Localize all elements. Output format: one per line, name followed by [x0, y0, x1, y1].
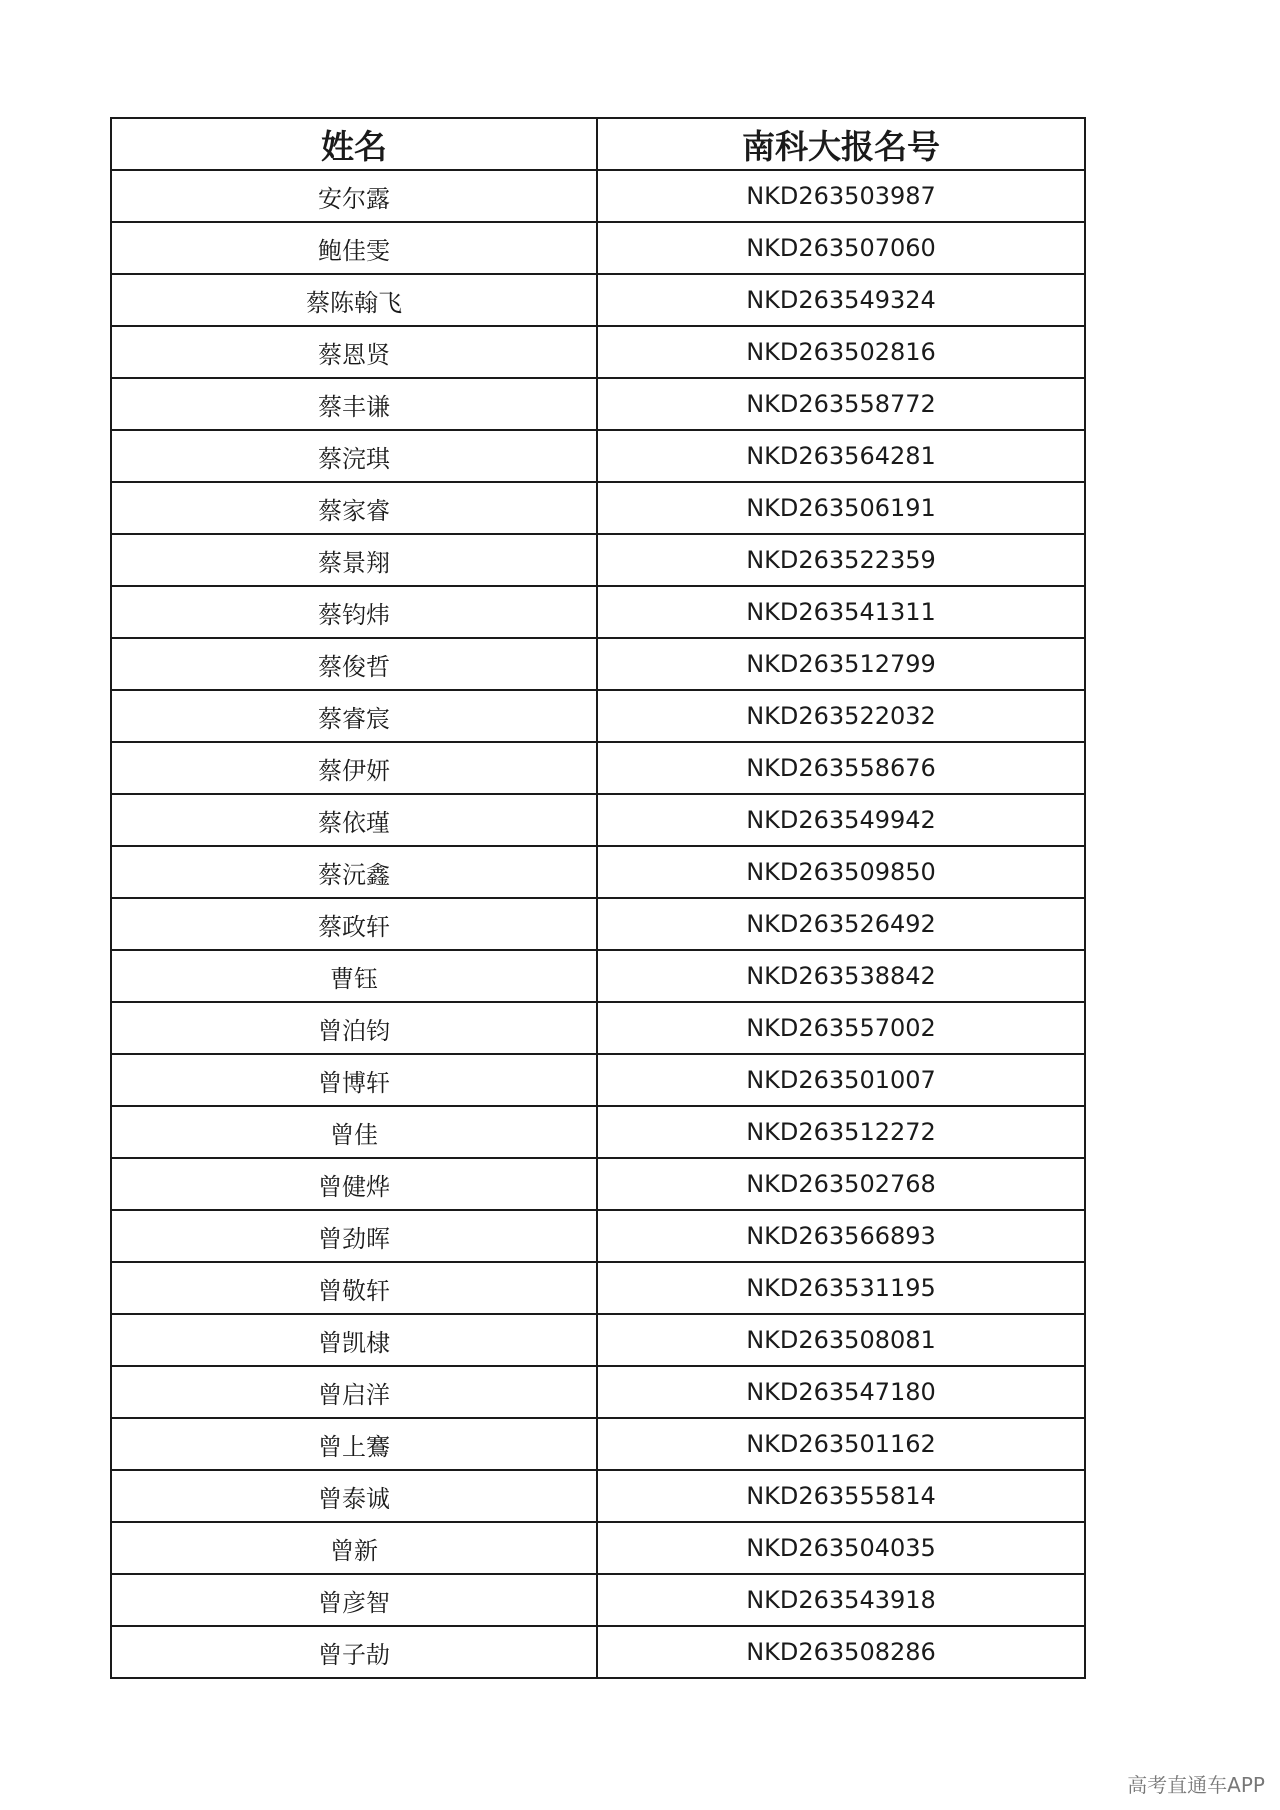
cell-name: 蔡政轩	[111, 898, 597, 950]
table-row	[111, 794, 1085, 846]
cell-registration-number: NKD263549942	[597, 794, 1085, 846]
cell-name: 蔡钧炜	[111, 586, 597, 638]
cell-registration-number: NKD263502768	[597, 1158, 1085, 1210]
header-registration-number: 南科大报名号	[597, 118, 1085, 170]
table-row	[111, 1210, 1085, 1262]
cell-registration-number: NKD263508081	[597, 1314, 1085, 1366]
cell-registration-number: NKD263558772	[597, 378, 1085, 430]
cell-name: 曾泊钧	[111, 1002, 597, 1054]
cell-registration-number: NKD263522032	[597, 690, 1085, 742]
table-row	[111, 1418, 1085, 1470]
cell-name: 曾新	[111, 1522, 597, 1574]
cell-name: 曾上鶱	[111, 1418, 597, 1470]
cell-name: 蔡沅鑫	[111, 846, 597, 898]
cell-registration-number: NKD263512272	[597, 1106, 1085, 1158]
cell-name: 蔡伊妍	[111, 742, 597, 794]
header-row	[111, 118, 1085, 170]
table-row	[111, 1574, 1085, 1626]
table-row	[111, 586, 1085, 638]
cell-registration-number: NKD263543918	[597, 1574, 1085, 1626]
table-row	[111, 378, 1085, 430]
table-row	[111, 1002, 1085, 1054]
cell-registration-number: NKD263547180	[597, 1366, 1085, 1418]
cell-name: 安尔露	[111, 170, 597, 222]
table-row	[111, 846, 1085, 898]
table-row	[111, 1314, 1085, 1366]
table-row	[111, 1522, 1085, 1574]
cell-name: 蔡家睿	[111, 482, 597, 534]
cell-name: 曾子劼	[111, 1626, 597, 1678]
cell-name: 曹钰	[111, 950, 597, 1002]
cell-name: 蔡陈翰飞	[111, 274, 597, 326]
cell-registration-number: NKD263531195	[597, 1262, 1085, 1314]
table-row	[111, 482, 1085, 534]
cell-registration-number: NKD263502816	[597, 326, 1085, 378]
table-body	[111, 170, 1085, 1678]
cell-registration-number: NKD263549324	[597, 274, 1085, 326]
cell-registration-number: NKD263506191	[597, 482, 1085, 534]
table-row	[111, 1626, 1085, 1678]
table-row	[111, 638, 1085, 690]
cell-registration-number: NKD263509850	[597, 846, 1085, 898]
table-row	[111, 1158, 1085, 1210]
table-row	[111, 1054, 1085, 1106]
cell-registration-number: NKD263512799	[597, 638, 1085, 690]
cell-name: 蔡浣琪	[111, 430, 597, 482]
cell-registration-number: NKD263541311	[597, 586, 1085, 638]
table-row	[111, 274, 1085, 326]
cell-registration-number: NKD263503987	[597, 170, 1085, 222]
cell-registration-number: NKD263522359	[597, 534, 1085, 586]
table-row	[111, 430, 1085, 482]
table-row	[111, 950, 1085, 1002]
cell-registration-number: NKD263501162	[597, 1418, 1085, 1470]
table-header	[111, 118, 1085, 170]
cell-registration-number: NKD263558676	[597, 742, 1085, 794]
cell-registration-number: NKD263526492	[597, 898, 1085, 950]
cell-name: 蔡丰谦	[111, 378, 597, 430]
cell-name: 曾佳	[111, 1106, 597, 1158]
cell-name: 曾泰诚	[111, 1470, 597, 1522]
watermark: 高考直通车APP	[1127, 1773, 1265, 1797]
cell-name: 蔡依瑾	[111, 794, 597, 846]
cell-name: 鲍佳雯	[111, 222, 597, 274]
table-row	[111, 1366, 1085, 1418]
header-name: 姓名	[111, 118, 597, 170]
cell-name: 曾博轩	[111, 1054, 597, 1106]
cell-registration-number: NKD263564281	[597, 430, 1085, 482]
table-row	[111, 1106, 1085, 1158]
cell-registration-number: NKD263504035	[597, 1522, 1085, 1574]
cell-registration-number: NKD263507060	[597, 222, 1085, 274]
cell-registration-number: NKD263538842	[597, 950, 1085, 1002]
applicant-table	[110, 117, 1086, 1679]
cell-registration-number: NKD263501007	[597, 1054, 1085, 1106]
cell-registration-number: NKD263557002	[597, 1002, 1085, 1054]
cell-registration-number: NKD263566893	[597, 1210, 1085, 1262]
table-row	[111, 326, 1085, 378]
table-row	[111, 1470, 1085, 1522]
table-row	[111, 222, 1085, 274]
cell-name: 曾凯棣	[111, 1314, 597, 1366]
table-row	[111, 742, 1085, 794]
cell-registration-number: NKD263508286	[597, 1626, 1085, 1678]
table-row	[111, 1262, 1085, 1314]
cell-name: 蔡睿宸	[111, 690, 597, 742]
cell-name: 曾彦智	[111, 1574, 597, 1626]
cell-name: 蔡俊哲	[111, 638, 597, 690]
table-row	[111, 170, 1085, 222]
table-row	[111, 898, 1085, 950]
cell-name: 曾敬轩	[111, 1262, 597, 1314]
cell-name: 蔡景翔	[111, 534, 597, 586]
cell-name: 曾健烨	[111, 1158, 597, 1210]
cell-name: 曾启洋	[111, 1366, 597, 1418]
table-row	[111, 690, 1085, 742]
cell-name: 曾劲晖	[111, 1210, 597, 1262]
cell-registration-number: NKD263555814	[597, 1470, 1085, 1522]
table-row	[111, 534, 1085, 586]
cell-name: 蔡恩贤	[111, 326, 597, 378]
